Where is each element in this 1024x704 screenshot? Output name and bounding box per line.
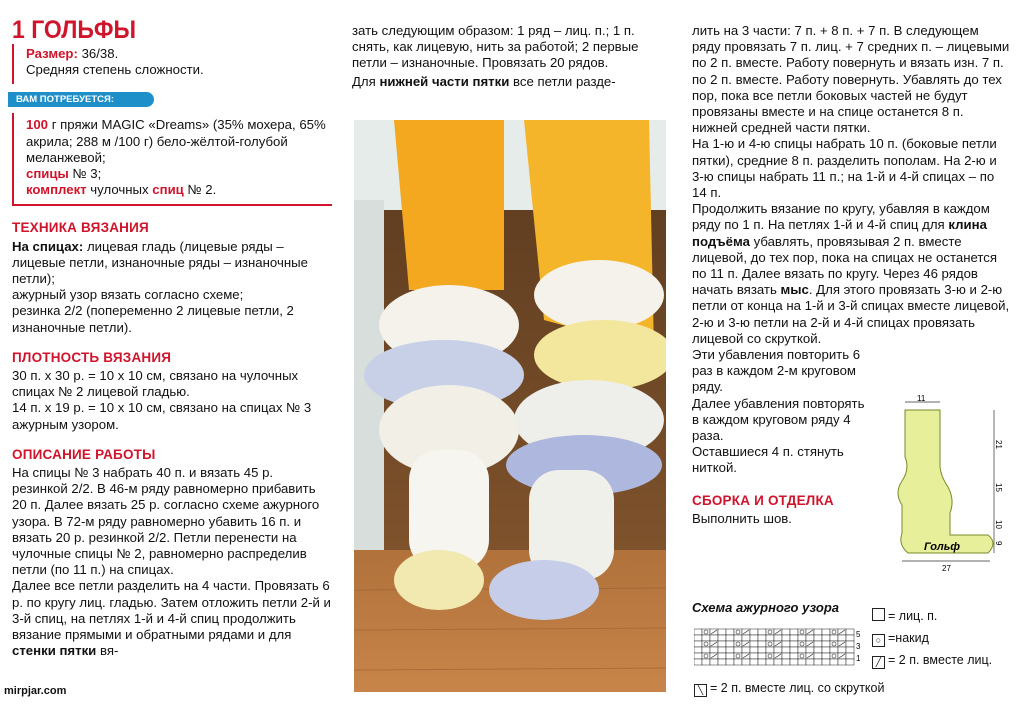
chart-cell <box>758 647 766 653</box>
chart-cell <box>846 641 854 647</box>
chart-cell <box>814 647 822 653</box>
chart-cell <box>814 641 822 647</box>
chart-cell <box>782 653 790 659</box>
chart-cell <box>718 647 726 653</box>
chart-cell <box>758 659 766 665</box>
difficulty: Средняя степень сложности. <box>26 62 204 78</box>
chart-cell <box>726 653 734 659</box>
chart-cell <box>774 647 782 653</box>
legend-ssk-text: = 2 п. вместе лиц. со скруткой <box>710 681 885 695</box>
middle-text-2b: нижней части пятки <box>379 73 510 89</box>
row-label-1: 1 <box>856 654 861 663</box>
legend-k2tog <box>872 652 992 669</box>
chart-cell <box>798 659 806 665</box>
chart-cell <box>806 635 814 641</box>
knit-symbol-icon <box>872 608 885 621</box>
middle-text-1: зать следующим образом: 1 ряд – лиц. п.; 1 п. снять, как лицевую, нить за работой; 2 первые петли – изнаночные. Провязать 20 рядов. <box>352 23 639 71</box>
chart-cell <box>750 653 758 659</box>
chart-cell <box>758 629 766 635</box>
needles-label: спицы <box>26 166 69 182</box>
description-heading: ОПИСАНИЕ РАБОТЫ <box>12 446 156 462</box>
right-text-3d: мыс <box>780 282 809 298</box>
materials-box <box>12 44 332 84</box>
chart-cell <box>694 647 702 653</box>
chart-cell <box>702 659 710 665</box>
materials-badge: ВАМ ПОТРЕБУЕТСЯ: <box>8 92 154 107</box>
chart-cell <box>742 647 750 653</box>
chart-cell <box>750 647 758 653</box>
legend-knit-text: = лиц. п. <box>888 609 938 623</box>
chart-cell <box>822 629 830 635</box>
chart-cell <box>814 653 822 659</box>
dim-4: 9 <box>994 541 1003 546</box>
chart-cell <box>822 647 830 653</box>
chart-cell <box>726 641 734 647</box>
chart-cell <box>694 653 702 659</box>
dim-2: 15 <box>994 483 1003 492</box>
chart-cell <box>718 653 726 659</box>
chart-cell <box>766 647 774 653</box>
chart-cell <box>830 635 838 641</box>
chart-cell <box>726 659 734 665</box>
chart-cell <box>726 647 734 653</box>
chart-cell <box>790 653 798 659</box>
chart-cell <box>838 659 846 665</box>
chart-cell <box>822 659 830 665</box>
chart-cell <box>694 629 702 635</box>
diagram-label: Гольф <box>924 541 961 553</box>
chart-cell <box>846 635 854 641</box>
chart-cell <box>710 647 718 653</box>
technique-heading: ТЕХНИКА ВЯЗАНИЯ <box>12 220 149 236</box>
chart-cell <box>734 635 742 641</box>
chart-cell <box>782 641 790 647</box>
needles-value: № 3; <box>72 166 102 182</box>
description-text-2c: вя- <box>99 643 119 659</box>
row-label-3: 3 <box>856 642 861 651</box>
assembly-text: Выполнить шов. <box>692 510 792 526</box>
legend-yarnover-text: =накид <box>888 631 929 645</box>
right-text-6: Оставшиеся 4 п. стянуть ниткой. <box>692 444 844 476</box>
middle-text-2a: Для <box>352 73 376 89</box>
middle-column <box>352 23 666 90</box>
description-text-1: На спицы № 3 набрать 40 п. и вязать 45 р. резинкой 2/2. В 46-м ряду равномерно прибавить 20 п. Далее вязать 25 р. согласно схеме ажурного узора. В 72-м ряду равномерно убавить 16 п. и вязать 20 р. резинкой 2/2. Петли перенести на чулочные спицы № 2, равномерно распределив петли (по 11 п.) на спицах. <box>12 465 320 578</box>
chart-cell <box>806 647 814 653</box>
chart-cell <box>806 659 814 665</box>
materials-list <box>12 113 332 206</box>
chart-cell <box>814 635 822 641</box>
pattern-title: ГОЛЬФЫ <box>31 16 137 44</box>
chart-cell <box>758 641 766 647</box>
chart-cell <box>782 635 790 641</box>
dim-3: 10 <box>994 520 1003 529</box>
watermark: mirpjar.com <box>4 685 67 697</box>
right-text-2: На 1-ю и 4-ю спицы набрать 10 п. (боковые петли пятки), средние 8 п. разделить пополам. На 2-ю и 3-ю спицы набрать 11 п.; на 1-й и 4-й спицах – по 14 п. <box>692 136 997 201</box>
chart-cell <box>782 659 790 665</box>
chart-cell <box>758 635 766 641</box>
product-photo <box>354 120 666 692</box>
chart-cell <box>726 629 734 635</box>
yarn-amount: 100 <box>26 117 49 133</box>
chart-cell <box>790 659 798 665</box>
left-column <box>12 0 332 660</box>
chart-cell <box>742 659 750 665</box>
chart-cell <box>758 653 766 659</box>
chart-cell <box>798 635 806 641</box>
technique-text-3: резинка 2/2 (попеременно 2 лицевые петли, 2 изнаночные петли). <box>12 303 294 335</box>
description-text-2b: стенки пятки <box>12 643 97 659</box>
chart-cell <box>790 635 798 641</box>
chart-cell <box>726 635 734 641</box>
technique-text-1: лицевая гладь (лицевые ряды – лицевые петли, изнаночные ряды – изнаночные петли); <box>12 238 308 287</box>
chart-cell <box>822 635 830 641</box>
set-middle: чулочных <box>90 182 149 198</box>
chart-cell <box>718 641 726 647</box>
socks-photo-illustration <box>354 120 666 692</box>
description-text-2a: Далее все петли разделить на 4 части. Провязать 6 р. по кругу лиц. гладью. Затем отложить петли 2-й и 3-й спиц, на петлях 1-й и 4-й спиц продолжить вязание прямыми и обратными рядами и для <box>12 578 331 643</box>
chart-cell <box>782 647 790 653</box>
chart-cell <box>694 635 702 641</box>
right-text-3e: . Для этого провязать 3-ю и 2-ю петли от конца на 1-й и 3-й спицах вместе лицевой, 2-ю и 3-ю петли на 2-й и 4-й спицах провязать лицевой со скруткой. <box>692 282 1010 346</box>
chart-cell <box>734 647 742 653</box>
chart-cell <box>702 647 710 653</box>
lace-chart-title: Схема ажурного узора <box>692 600 840 615</box>
chart-cell <box>718 635 726 641</box>
technique-text-2: ажурный узор вязать согласно схеме; <box>12 287 244 303</box>
chart-cell <box>694 659 702 665</box>
assembly-heading: СБОРКА И ОТДЕЛКА <box>692 492 834 508</box>
chart-cell <box>822 641 830 647</box>
chart-cell <box>846 653 854 659</box>
set-label: комплект <box>26 182 87 198</box>
gauge-text-2: 14 п. х 19 р. = 10 х 10 см, связано на спицах № 3 ажурным узором. <box>12 400 312 432</box>
chart-cell <box>734 659 742 665</box>
chart-cell <box>710 635 718 641</box>
chart-cell <box>830 647 838 653</box>
chart-cell <box>790 641 798 647</box>
gauge-text-1: 30 п. х 30 р. = 10 х 10 см, связано на чулочных спицах № 2 лицевой гладью. <box>12 368 299 400</box>
size-label: Размер: <box>26 46 78 61</box>
chart-cell <box>702 635 710 641</box>
dim-top: 11 <box>917 395 926 403</box>
dim-1: 21 <box>994 440 1003 449</box>
middle-text-2c: все петли разде- <box>513 73 616 89</box>
chart-cell <box>718 659 726 665</box>
chart-cell <box>774 659 782 665</box>
legend-k2tog-text: = 2 п. вместе лиц. <box>888 653 993 667</box>
chart-cell <box>766 635 774 641</box>
chart-cell <box>790 647 798 653</box>
chart-cell <box>766 659 774 665</box>
chart-cell <box>750 635 758 641</box>
set-value: № 2. <box>187 182 217 198</box>
legend-knit <box>872 608 937 624</box>
chart-cell <box>838 635 846 641</box>
chart-cell <box>790 629 798 635</box>
sock-schematic <box>890 395 1020 580</box>
legend-yarnover <box>872 630 929 647</box>
row-label-5: 5 <box>856 630 861 639</box>
chart-cell <box>774 635 782 641</box>
chart-cell <box>798 647 806 653</box>
lace-chart-grid <box>694 628 862 666</box>
chart-cell <box>718 629 726 635</box>
yarnover-symbol-icon: ○ <box>872 634 885 647</box>
chart-cell <box>710 659 718 665</box>
chart-cell <box>814 629 822 635</box>
page-title <box>12 16 306 44</box>
right-text-3c: убавлять, провязывая 2 п. вместе лицевой, до тех пор, пока на спицах не останется по 11 п. Далее вязать по кругу. Через 46 рядов начать вязать <box>692 233 998 298</box>
k2tog-symbol-icon: ╱ <box>872 656 885 669</box>
right-text-1: лить на 3 части: 7 п. + 8 п. + 7 п. В следующем ряду провязать 7 п. лиц. + 7 средних п. – лицевыми по 2 п. вместе. Работу повернуть и вязать изн. 7 п. по 2 п. вместе. Работу повернуть. Убавлять до тех пор, пока все петли боковых частей не будут провязаны вместе и на спице останется 8 п. нижней средней части пятки. <box>692 23 1010 136</box>
chart-cell <box>846 647 854 653</box>
chart-cell <box>846 659 854 665</box>
chart-cell <box>822 653 830 659</box>
chart-cell <box>750 629 758 635</box>
legend-ssk <box>694 680 884 697</box>
right-text-3a: Продолжить вязание по кругу, убавляя в каждом ряду по 1 п. На петлях 1-й и 4-й спиц для <box>692 201 990 233</box>
chart-cell <box>814 659 822 665</box>
set-needles-label: спиц <box>152 182 184 198</box>
right-text-3b: клина подъёма <box>692 217 987 249</box>
size-value: 36/38. <box>81 46 119 61</box>
gauge-heading: ПЛОТНОСТЬ ВЯЗАНИЯ <box>12 349 172 365</box>
right-text-5: Далее убавления повторять в каждом круговом ряду 4 раза. <box>692 395 865 444</box>
chart-cell <box>750 659 758 665</box>
dim-bottom: 27 <box>942 564 951 573</box>
technique-lead: На спицах: <box>12 238 84 254</box>
chart-cell <box>782 629 790 635</box>
chart-cell <box>830 659 838 665</box>
chart-cell <box>694 641 702 647</box>
chart-cell <box>838 647 846 653</box>
chart-cell <box>742 635 750 641</box>
right-text-4: Эти убавления повторить 6 раз в каждом 2-м круговом ряду. <box>692 347 861 395</box>
yarn-text: г пряжи MAGIC «Dreams» (35% мохера, 65% акрила; 288 м /100 г) бело-жёлтой-голубой меланжевой; <box>26 117 326 165</box>
pattern-number: 1 <box>12 16 25 44</box>
chart-cell <box>846 629 854 635</box>
ssk-symbol-icon: ╲ <box>694 684 707 697</box>
chart-cell <box>750 641 758 647</box>
